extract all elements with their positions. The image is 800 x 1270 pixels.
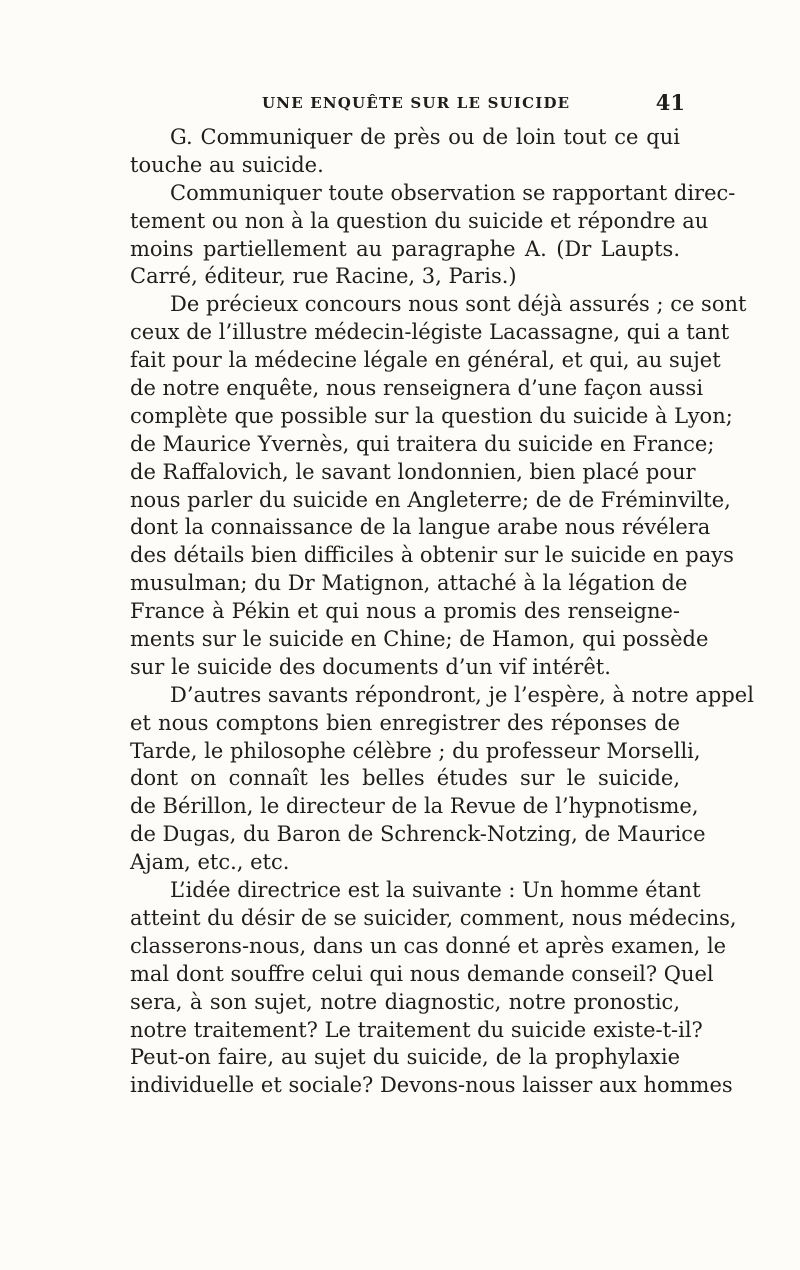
- text-line: Tarde, le philosophe célèbre ; du professeur Morselli,: [130, 738, 701, 763]
- page-header: [130, 90, 685, 124]
- page-number: 41: [655, 90, 685, 115]
- text-line: D’autres savants répondront, je l’espère, à notre appel: [170, 682, 754, 707]
- text-line: de Raffalovich, le savant londonnien, bien placé pour: [130, 459, 696, 484]
- text-line: France à Pékin et qui nous a promis des renseigne-: [130, 599, 680, 624]
- text-line: Ajam, etc., etc.: [130, 850, 290, 875]
- body-text: [130, 124, 754, 1100]
- text-line: classerons-nous, dans un cas donné et après examen, le: [130, 933, 727, 958]
- text-line: nous parler du suicide en Angleterre; de de Fréminvilte,: [130, 487, 731, 512]
- text-line: et nous comptons bien enregistrer des réponses de: [130, 710, 680, 735]
- text-line: dont on connaît les belles études sur le suicide,: [130, 766, 680, 791]
- text-line: moins partiellement au paragraphe A. (Dr Laupts.: [130, 236, 680, 261]
- text-line: atteint du désir de se suicider, comment, nous médecins,: [130, 905, 737, 930]
- text-line: de notre enquête, nous renseignera d’une façon aussi: [130, 376, 704, 401]
- text-line: sera, à son sujet, notre diagnostic, notre pronostic,: [130, 989, 680, 1014]
- text-line: de Dugas, du Baron de Schrenck-Notzing, de Maurice: [130, 822, 706, 847]
- text-line: Peut-on faire, au sujet du suicide, de la prophylaxie: [130, 1045, 680, 1070]
- text-line: touche au suicide.: [130, 152, 324, 177]
- text-line: individuelle et sociale? Devons-nous laisser aux hommes: [130, 1073, 733, 1098]
- text-line: sur le suicide des documents d’un vif intérêt.: [130, 654, 611, 679]
- text-line: musulman; du Dr Matignon, attaché à la légation de: [130, 571, 688, 596]
- text-line: ceux de l’illustre médecin-légiste Lacassagne, qui a tant: [130, 320, 730, 345]
- text-line: dont la connaissance de la langue arabe nous révélera: [130, 515, 711, 540]
- text-line: des détails bien difficiles à obtenir sur le suicide en pays: [130, 543, 734, 568]
- text-line: Carré, éditeur, rue Racine, 3, Paris.): [130, 264, 517, 289]
- text-line: L’idée directrice est la suivante : Un homme étant: [170, 878, 701, 903]
- text-line: tement ou non à la question du suicide et répondre au: [130, 208, 709, 233]
- text-line: notre traitement? Le traitement du suicide existe-t-il?: [130, 1017, 703, 1042]
- text-line: de Maurice Yvernès, qui traitera du suicide en France;: [130, 431, 715, 456]
- text-line: mal dont souffre celui qui nous demande conseil? Quel: [130, 961, 714, 986]
- text-line: ments sur le suicide en Chine; de Hamon, qui possède: [130, 627, 709, 652]
- text-line: G. Communiquer de près ou de loin tout ce qui: [170, 125, 680, 149]
- text-line: complète que possible sur la question du suicide à Lyon;: [130, 403, 733, 428]
- text-line: De précieux concours nous sont déjà assurés ; ce sont: [170, 292, 747, 317]
- text-line: fait pour la médecine légale en général, et qui, au sujet: [130, 348, 721, 373]
- text-line: Communiquer toute observation se rapportant direc-: [170, 180, 736, 205]
- running-title: UNE ENQUÊTE SUR LE SUICIDE: [262, 94, 571, 112]
- text-line: de Bérillon, le directeur de la Revue de l’hypnotisme,: [130, 794, 699, 819]
